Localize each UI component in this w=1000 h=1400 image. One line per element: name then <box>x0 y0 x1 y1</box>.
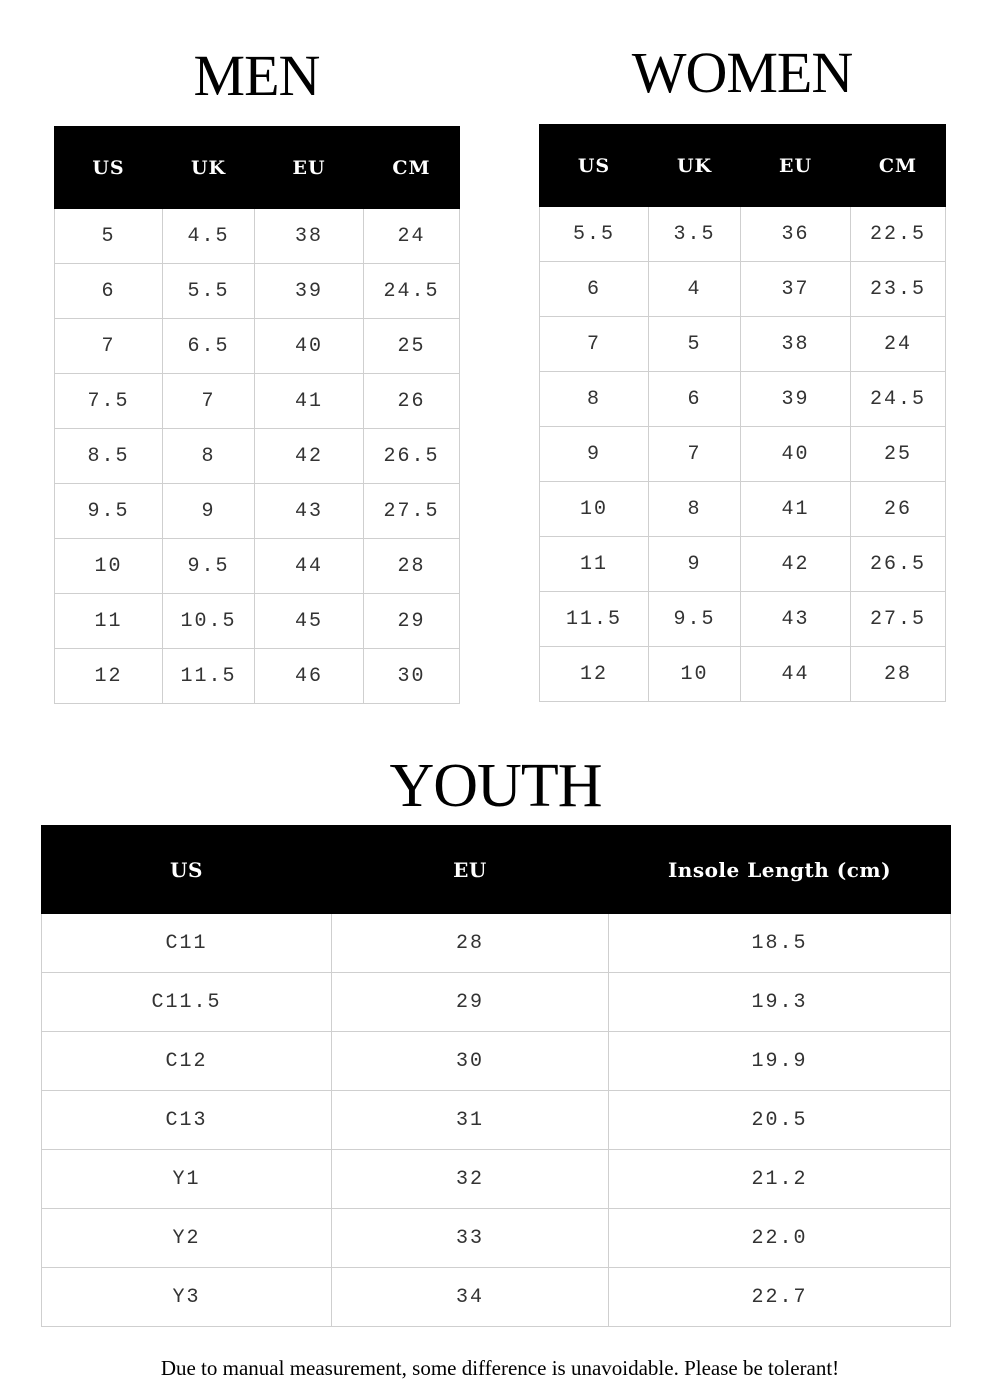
men-size-cell: 27.5 <box>364 484 460 539</box>
men-size-cell: 12 <box>55 649 163 704</box>
women-size-cell: 12 <box>540 647 649 702</box>
men-size-cell: 26 <box>364 374 460 429</box>
table-row <box>540 482 946 537</box>
men-size-cell: 41 <box>255 374 364 429</box>
table-row <box>55 264 460 319</box>
youth-size-cell: 33 <box>332 1209 609 1268</box>
women-size-cell: 4 <box>649 262 741 317</box>
men-size-cell: 28 <box>364 539 460 594</box>
youth-size-cell: C11 <box>42 914 332 973</box>
men-size-cell: 6 <box>55 264 163 319</box>
women-size-cell: 24 <box>851 317 946 372</box>
youth-size-cell: 20.5 <box>609 1091 951 1150</box>
youth-size-cell: C11.5 <box>42 973 332 1032</box>
women-size-cell: 11.5 <box>540 592 649 647</box>
youth-header-row <box>42 826 951 914</box>
men-size-cell: 42 <box>255 429 364 484</box>
women-size-table <box>539 124 946 702</box>
women-size-cell: 43 <box>741 592 851 647</box>
youth-size-cell: 28 <box>332 914 609 973</box>
youth-title: YOUTH <box>389 752 602 820</box>
women-size-cell: 38 <box>741 317 851 372</box>
women-header-cell: UK <box>649 125 741 207</box>
women-size-cell: 11 <box>540 537 649 592</box>
youth-size-cell: 32 <box>332 1150 609 1209</box>
men-header-cell: US <box>55 127 163 209</box>
men-size-cell: 25 <box>364 319 460 374</box>
men-size-cell: 9.5 <box>163 539 255 594</box>
youth-size-cell: 31 <box>332 1091 609 1150</box>
women-size-cell: 26.5 <box>851 537 946 592</box>
women-size-cell: 28 <box>851 647 946 702</box>
table-row <box>55 374 460 429</box>
table-row <box>540 317 946 372</box>
women-header-cell: EU <box>741 125 851 207</box>
table-row <box>540 372 946 427</box>
women-header-cell: CM <box>851 125 946 207</box>
men-size-cell: 5.5 <box>163 264 255 319</box>
men-size-cell: 46 <box>255 649 364 704</box>
youth-size-cell: Y1 <box>42 1150 332 1209</box>
women-size-cell: 7 <box>540 317 649 372</box>
youth-size-cell: 22.7 <box>609 1268 951 1327</box>
table-row <box>540 537 946 592</box>
women-size-cell: 26 <box>851 482 946 537</box>
women-size-cell: 6 <box>540 262 649 317</box>
men-size-cell: 11.5 <box>163 649 255 704</box>
women-size-cell: 9.5 <box>649 592 741 647</box>
men-size-cell: 9 <box>163 484 255 539</box>
women-title: WOMEN <box>631 40 853 105</box>
men-size-table <box>54 126 460 704</box>
table-row <box>42 973 951 1032</box>
youth-size-cell: 21.2 <box>609 1150 951 1209</box>
men-header-cell: UK <box>163 127 255 209</box>
youth-header-cell: Insole Length (cm) <box>609 826 951 914</box>
table-row <box>55 649 460 704</box>
men-header-row <box>55 127 460 209</box>
youth-size-cell: 19.9 <box>609 1032 951 1091</box>
youth-size-cell: 34 <box>332 1268 609 1327</box>
table-row <box>42 1268 951 1327</box>
table-row <box>540 427 946 482</box>
men-size-cell: 8 <box>163 429 255 484</box>
men-size-cell: 24 <box>364 209 460 264</box>
women-size-cell: 6 <box>649 372 741 427</box>
youth-header-cell: EU <box>332 826 609 914</box>
table-row <box>55 594 460 649</box>
men-size-cell: 43 <box>255 484 364 539</box>
men-size-cell: 26.5 <box>364 429 460 484</box>
women-size-cell: 9 <box>540 427 649 482</box>
men-size-cell: 44 <box>255 539 364 594</box>
men-size-cell: 10.5 <box>163 594 255 649</box>
table-row <box>42 1150 951 1209</box>
men-size-cell: 38 <box>255 209 364 264</box>
women-size-cell: 22.5 <box>851 207 946 262</box>
men-size-cell: 40 <box>255 319 364 374</box>
youth-size-cell: 18.5 <box>609 914 951 973</box>
table-row <box>42 1032 951 1091</box>
youth-header-cell: US <box>42 826 332 914</box>
men-size-cell: 30 <box>364 649 460 704</box>
men-size-cell: 8.5 <box>55 429 163 484</box>
women-size-cell: 40 <box>741 427 851 482</box>
men-size-cell: 29 <box>364 594 460 649</box>
table-row <box>42 914 951 973</box>
men-size-cell: 7 <box>55 319 163 374</box>
men-size-cell: 5 <box>55 209 163 264</box>
table-row <box>55 539 460 594</box>
women-size-cell: 8 <box>540 372 649 427</box>
men-size-cell: 7.5 <box>55 374 163 429</box>
men-size-cell: 39 <box>255 264 364 319</box>
youth-size-cell: 30 <box>332 1032 609 1091</box>
men-title: MEN <box>193 43 320 108</box>
women-size-cell: 27.5 <box>851 592 946 647</box>
table-row <box>55 484 460 539</box>
men-size-cell: 9.5 <box>55 484 163 539</box>
table-row <box>540 592 946 647</box>
men-size-cell: 4.5 <box>163 209 255 264</box>
table-row <box>540 647 946 702</box>
table-row <box>55 429 460 484</box>
table-row <box>55 209 460 264</box>
youth-size-cell: Y2 <box>42 1209 332 1268</box>
table-row <box>540 207 946 262</box>
women-size-cell: 7 <box>649 427 741 482</box>
women-size-cell: 5 <box>649 317 741 372</box>
women-size-cell: 44 <box>741 647 851 702</box>
women-size-cell: 24.5 <box>851 372 946 427</box>
women-size-cell: 10 <box>649 647 741 702</box>
youth-size-cell: 22.0 <box>609 1209 951 1268</box>
youth-size-cell: C13 <box>42 1091 332 1150</box>
women-size-cell: 5.5 <box>540 207 649 262</box>
men-size-cell: 24.5 <box>364 264 460 319</box>
youth-size-table <box>41 825 951 1327</box>
women-size-cell: 3.5 <box>649 207 741 262</box>
youth-size-cell: 29 <box>332 973 609 1032</box>
women-size-cell: 41 <box>741 482 851 537</box>
women-size-cell: 42 <box>741 537 851 592</box>
women-header-row <box>540 125 946 207</box>
men-size-cell: 45 <box>255 594 364 649</box>
women-size-cell: 39 <box>741 372 851 427</box>
footer-note: Due to manual measurement, some difference is unavoidable. Please be tolerant! <box>160 1356 840 1380</box>
youth-size-cell: 19.3 <box>609 973 951 1032</box>
table-row <box>55 319 460 374</box>
men-header-cell: CM <box>364 127 460 209</box>
men-header-cell: EU <box>255 127 364 209</box>
table-row <box>42 1091 951 1150</box>
men-size-cell: 6.5 <box>163 319 255 374</box>
men-size-cell: 7 <box>163 374 255 429</box>
women-size-cell: 9 <box>649 537 741 592</box>
men-size-cell: 11 <box>55 594 163 649</box>
youth-size-cell: Y3 <box>42 1268 332 1327</box>
youth-size-cell: C12 <box>42 1032 332 1091</box>
men-size-cell: 10 <box>55 539 163 594</box>
women-header-cell: US <box>540 125 649 207</box>
women-size-cell: 37 <box>741 262 851 317</box>
table-row <box>540 262 946 317</box>
women-size-cell: 8 <box>649 482 741 537</box>
women-size-cell: 23.5 <box>851 262 946 317</box>
table-row <box>42 1209 951 1268</box>
women-size-cell: 25 <box>851 427 946 482</box>
women-size-cell: 10 <box>540 482 649 537</box>
women-size-cell: 36 <box>741 207 851 262</box>
